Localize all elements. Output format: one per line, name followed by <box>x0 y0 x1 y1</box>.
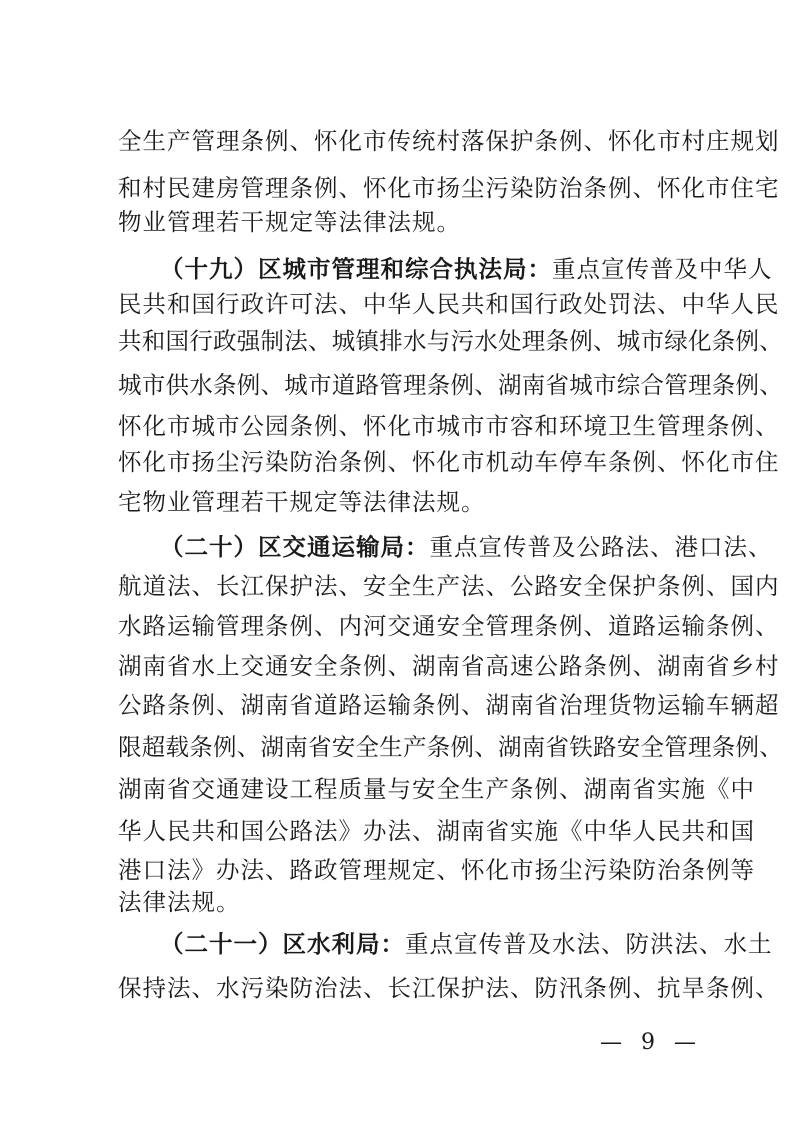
text-line: 公路条例、湖南省道路运输条例、湖南省治理货物运输车辆超 <box>118 691 780 719</box>
text-line: 怀化市扬尘污染防治条例、怀化市机动车停车条例、怀化市住 <box>118 448 780 476</box>
text-line: 华人民共和国公路法》办法、湖南省实施《中华人民共和国 <box>118 817 755 845</box>
text-line: 水路运输管理条例、内河交通安全管理条例、道路运输条例、 <box>118 612 780 640</box>
section-heading-line: （二十一）区水利局：重点宣传普及水法、防洪法、水土 <box>160 930 773 958</box>
text-line: 宅物业管理若干规定等法律法规。 <box>118 488 486 516</box>
text-line: 城市供水条例、城市道路管理条例、湖南省城市综合管理条例、 <box>118 371 783 399</box>
text-line: 民共和国行政许可法、中华人民共和国行政处罚法、中华人民 <box>118 290 780 318</box>
section-heading-line: （二十）区交通运输局：重点宣传普及公路法、港口法、 <box>160 533 773 561</box>
text-line: 和村民建房管理条例、怀化市扬尘污染防治条例、怀化市住宅 <box>118 174 780 202</box>
text-line: 法律法规。 <box>118 888 241 916</box>
text-line: 全生产管理条例、怀化市传统村落保护条例、怀化市村庄规划 <box>118 127 780 155</box>
text-line: 限超载条例、湖南省安全生产条例、湖南省铁路安全管理条例、 <box>118 733 783 761</box>
text-line: 港口法》办法、路政管理规定、怀化市扬尘污染防治条例等 <box>118 856 755 884</box>
section-heading-line: （十九）区城市管理和综合执法局：重点宣传普及中华人 <box>160 255 773 283</box>
text-line: 航道法、长江保护法、安全生产法、公路安全保护条例、国内 <box>118 572 780 600</box>
text-line: 共和国行政强制法、城镇排水与污水处理条例、城市绿化条例、 <box>118 327 783 355</box>
text-line: 湖南省水上交通安全条例、湖南省高速公路条例、湖南省乡村 <box>118 652 780 680</box>
section-heading: （二十）区交通运输局： <box>160 533 430 561</box>
section-heading: （二十一）区水利局： <box>160 930 405 958</box>
text-line: 保持法、水污染防治法、长江保护法、防汛条例、抗旱条例、 <box>118 974 780 1002</box>
text-line: 湖南省交通建设工程质量与安全生产条例、湖南省实施《中 <box>118 775 755 803</box>
text-line: 怀化市城市公园条例、怀化市城市市容和环境卫生管理条例、 <box>118 412 780 440</box>
text-line: 物业管理若干规定等法律法规。 <box>118 208 461 236</box>
section-heading: （十九）区城市管理和综合执法局： <box>160 255 552 283</box>
page-number: — 9 — <box>600 1030 702 1055</box>
